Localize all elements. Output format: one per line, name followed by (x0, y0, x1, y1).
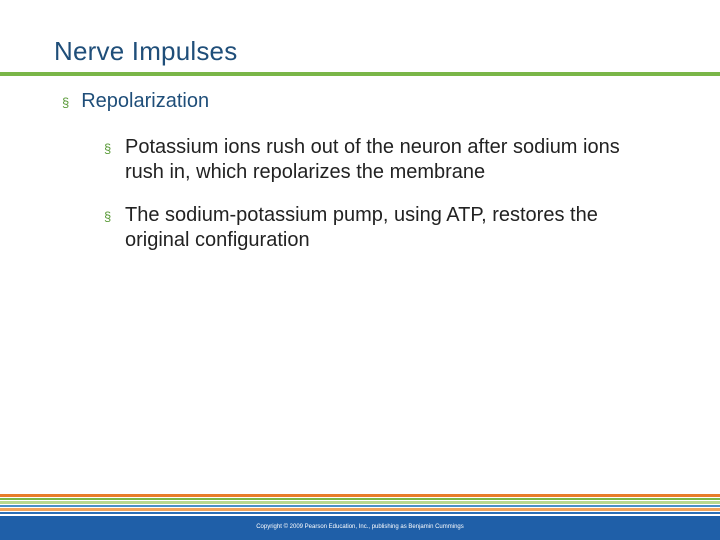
copyright-notice: Copyright © 2009 Pearson Education, Inc., publishing as Benjamin Cummings (256, 524, 464, 530)
sub-bullet-pump (104, 203, 664, 253)
bullet-repolarization (62, 90, 209, 113)
sub-bullet-potassium (104, 135, 664, 185)
footer-stripe (0, 498, 720, 500)
title-underline (0, 72, 720, 76)
square-bullet-icon: § (104, 209, 112, 224)
footer-stripes (0, 494, 720, 514)
footer-stripe (0, 508, 720, 511)
sub-bullet-text: The sodium-potassium pump, using ATP, restores the original configuration (125, 204, 598, 251)
sub-bullet-text: Potassium ions rush out of the neuron after sodium ions rush in, which repolarizes the membrane (125, 136, 620, 183)
footer-stripe (0, 505, 720, 507)
square-bullet-icon: § (104, 141, 112, 156)
sub-bullet-list (104, 135, 664, 271)
square-bullet-icon: § (62, 95, 70, 110)
slide-title: Nerve Impulses (54, 36, 238, 66)
bullet-text: Repolarization (81, 90, 210, 112)
footer-stripe (0, 494, 720, 497)
footer-stripe (0, 501, 720, 504)
footer-stripe (0, 512, 720, 514)
